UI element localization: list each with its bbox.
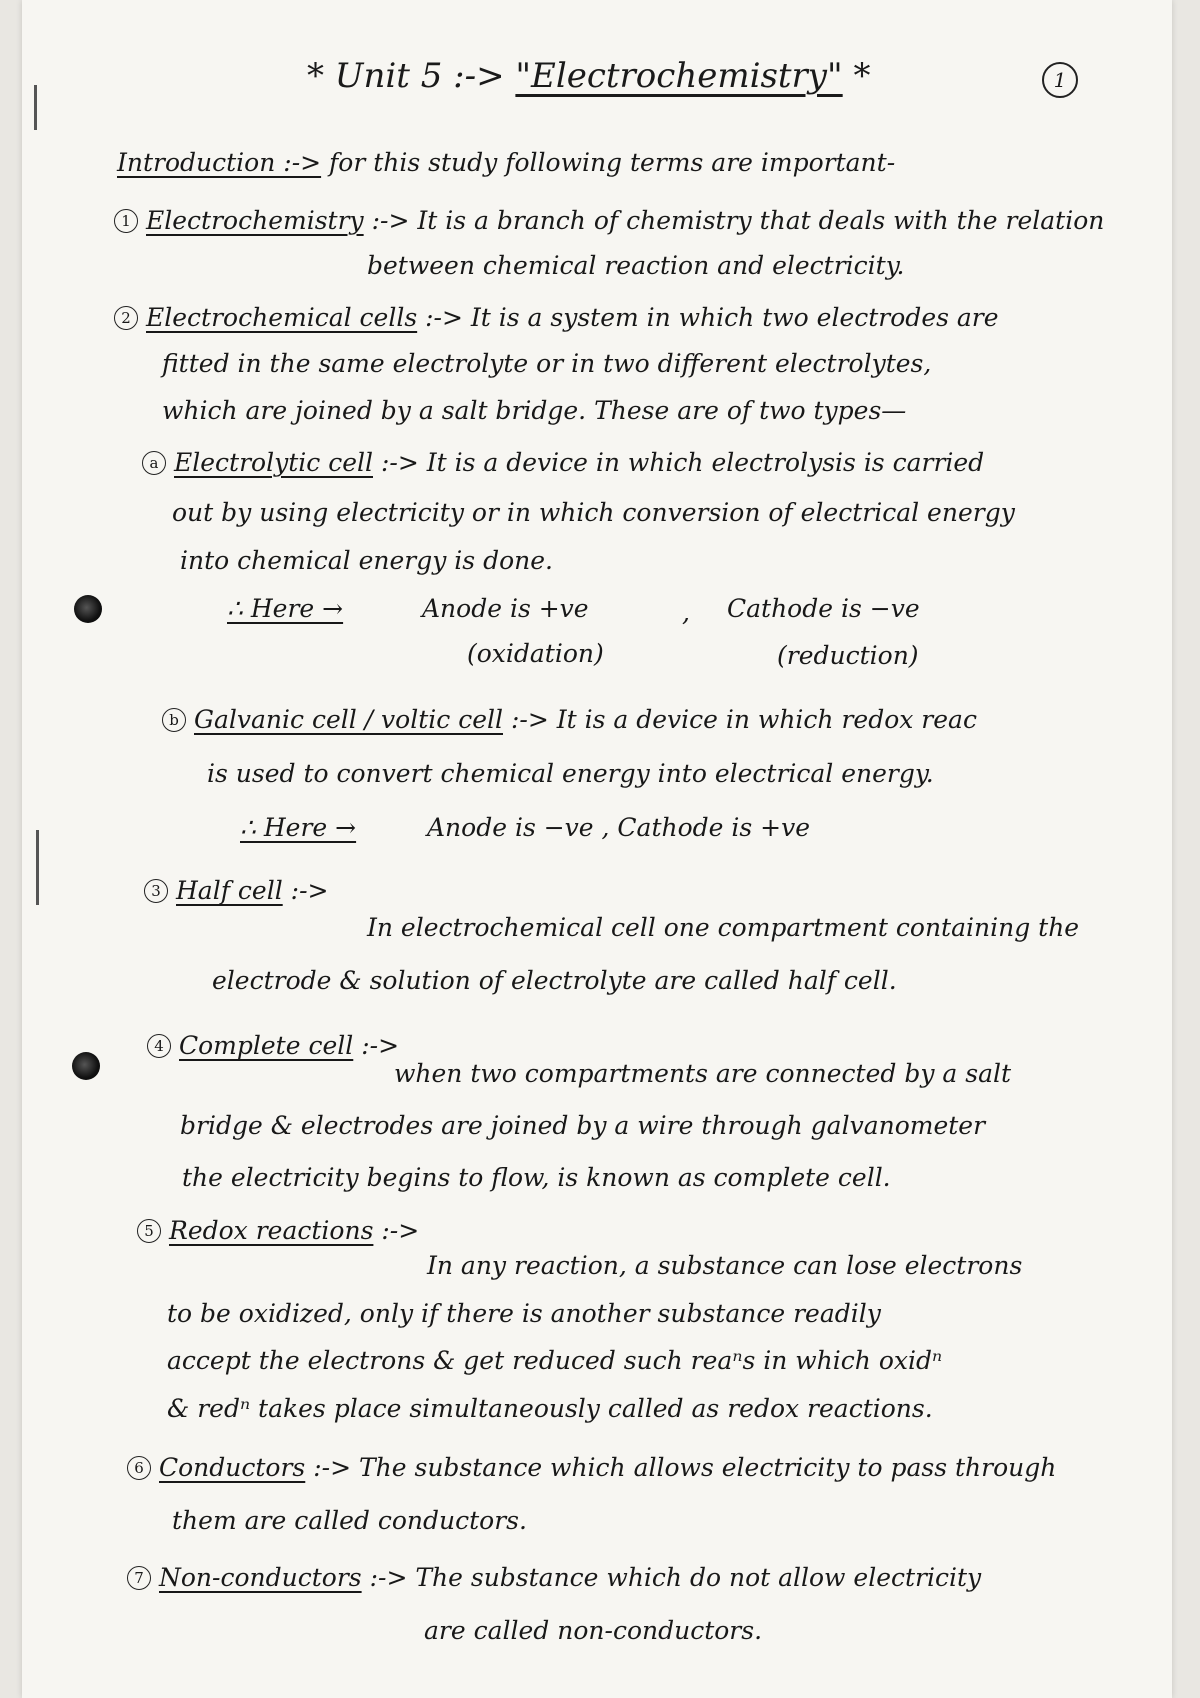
item-number: 3 — [144, 879, 168, 903]
item-text: :-> The substance which do not allow electricity — [369, 1563, 982, 1592]
intro-label: Introduction :-> — [117, 148, 322, 177]
item-label: Electrochemical cells — [146, 303, 418, 332]
item-label: Electrochemistry — [146, 206, 364, 235]
item-text: :-> It is a system in which two electrodes are — [425, 303, 999, 332]
item-text: when two compartments are connected by a salt — [394, 1059, 1012, 1088]
here-label — [227, 593, 343, 625]
punch-hole — [72, 1052, 100, 1080]
item-text: :-> It is a device in which electrolysis is carried — [380, 448, 985, 477]
item-label: Complete cell — [179, 1031, 354, 1060]
item-number: b — [162, 708, 186, 732]
item-text-cont: & redⁿ takes place simultaneously called as redox reactions. — [167, 1394, 933, 1423]
item-galvanic-cell — [162, 704, 977, 736]
separator-comma: , — [682, 598, 690, 627]
item-text: :-> It is a device in which redox reac — [510, 705, 977, 734]
item-non-conductors — [127, 1562, 981, 1594]
reduction-note: (reduction) — [777, 641, 919, 670]
cathode-text: Cathode is −ve — [727, 594, 920, 623]
here-text: ∴ Here → — [227, 594, 344, 623]
item-text-cont: between chemical reaction and electricity. — [367, 251, 905, 280]
page-number: 1 — [1042, 62, 1078, 98]
item-conductors — [127, 1452, 1056, 1484]
electrode-signs: Anode is −ve , Cathode is +ve — [427, 813, 811, 842]
item-redox-reactions — [137, 1215, 419, 1247]
item-label: Non-conductors — [159, 1563, 362, 1592]
item-electrochemistry — [114, 205, 1104, 237]
item-text-cont: into chemical energy is done. — [180, 546, 553, 575]
item-label: Redox reactions — [169, 1216, 374, 1245]
item-electrochemical-cells — [114, 302, 999, 334]
title-suffix: * — [853, 56, 871, 96]
intro-line — [117, 147, 895, 179]
item-arrow: :-> — [381, 1216, 420, 1245]
item-number: 7 — [127, 1566, 151, 1590]
item-text-cont: accept the electrons & get reduced such reaⁿs in which oxidⁿ — [167, 1346, 943, 1375]
item-complete-cell — [147, 1030, 399, 1062]
margin-mark — [36, 830, 39, 905]
item-half-cell — [144, 875, 328, 907]
item-text-cont: the electricity begins to flow, is known as complete cell. — [182, 1163, 891, 1192]
intro-text: for this study following terms are important- — [329, 148, 896, 177]
item-text-cont: electrode & solution of electrolyte are called half cell. — [212, 966, 897, 995]
title-main: "Electrochemistry" — [515, 56, 843, 96]
item-number: 5 — [137, 1219, 161, 1243]
punch-hole — [74, 595, 102, 623]
item-text: In any reaction, a substance can lose electrons — [427, 1251, 1023, 1280]
notebook-page — [22, 0, 1172, 1698]
item-text: :-> The substance which allows electricity to pass through — [313, 1453, 1057, 1482]
item-arrow: :-> — [290, 876, 329, 905]
item-label: Half cell — [176, 876, 283, 905]
oxidation-note: (oxidation) — [467, 639, 604, 668]
page-title — [307, 56, 870, 96]
item-label: Conductors — [159, 1453, 306, 1482]
item-text-cont: is used to convert chemical energy into electrical energy. — [207, 759, 934, 788]
item-number: 1 — [114, 209, 138, 233]
here-text: ∴ Here → — [240, 813, 357, 842]
item-electrolytic-cell — [142, 447, 984, 479]
item-text-cont: which are joined by a salt bridge. These are of two types— — [162, 396, 907, 425]
item-text-cont: to be oxidized, only if there is another substance readily — [167, 1299, 881, 1328]
item-number: 6 — [127, 1456, 151, 1480]
item-text-cont: fitted in the same electrolyte or in two different electrolytes, — [162, 349, 932, 378]
item-arrow: :-> — [361, 1031, 400, 1060]
item-number: 2 — [114, 306, 138, 330]
item-label: Electrolytic cell — [174, 448, 373, 477]
item-text: :-> It is a branch of chemistry that deals with the relation — [371, 206, 1105, 235]
item-text-cont: bridge & electrodes are joined by a wire through galvanometer — [180, 1111, 986, 1140]
item-number: 4 — [147, 1034, 171, 1058]
item-text: In electrochemical cell one compartment containing the — [367, 913, 1080, 942]
item-number: a — [142, 451, 166, 475]
margin-mark — [34, 85, 37, 130]
item-text-cont: them are called conductors. — [172, 1506, 527, 1535]
anode-text: Anode is +ve — [422, 594, 589, 623]
here-label — [240, 812, 356, 844]
item-text-cont: out by using electricity or in which conversion of electrical energy — [172, 498, 1015, 527]
item-label: Galvanic cell / voltic cell — [194, 705, 503, 734]
title-prefix: * Unit 5 :-> — [307, 56, 505, 96]
item-text-cont: are called non-conductors. — [424, 1616, 763, 1645]
